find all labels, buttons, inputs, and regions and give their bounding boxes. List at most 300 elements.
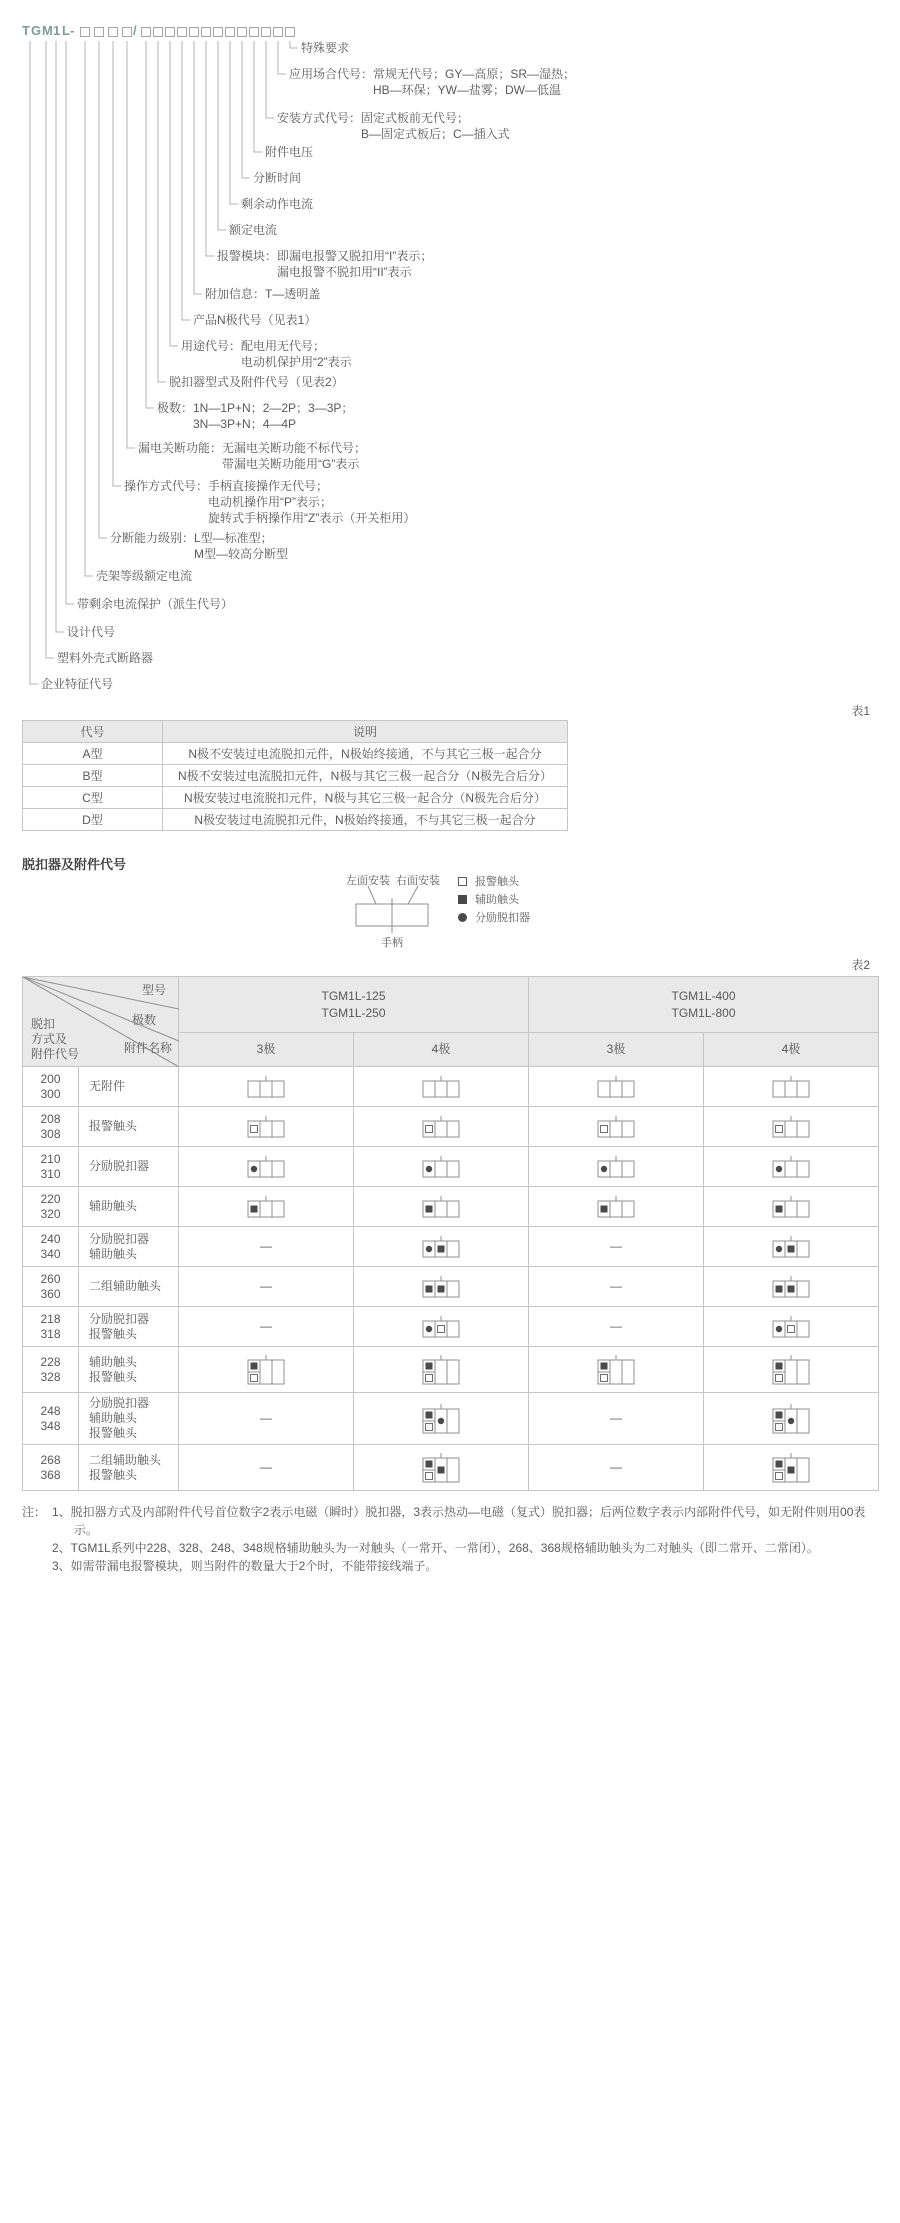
trip-accessory-code: 218 (40, 1311, 61, 1326)
callout-connector-line (230, 41, 238, 204)
breaker-accessory-icon (244, 1074, 288, 1100)
shunt-release-symbol (438, 1417, 444, 1423)
alarm-contact-symbol (776, 1374, 783, 1381)
model-code-box (201, 27, 211, 37)
table2-data-cell (179, 1067, 354, 1107)
table1 (22, 720, 568, 831)
table2-data-cell (179, 1445, 354, 1491)
auxiliary-contact-symbol (438, 1285, 445, 1292)
auxiliary-contact-symbol (788, 1285, 795, 1292)
table2-data-cell (704, 1307, 879, 1347)
accessory-name-line: 二组辅助触头 (89, 1452, 162, 1467)
trip-accessory-code: 228 (40, 1354, 61, 1369)
auxiliary-contact-symbol (776, 1285, 783, 1292)
shunt-release-symbol (426, 1325, 432, 1331)
callout-label-line: 剩余动作电流 (241, 197, 314, 211)
accessory-name-line: 报警触头 (89, 1119, 138, 1133)
model-code-box (213, 27, 223, 37)
section-title: 脱扣器及附件代号 (22, 857, 127, 872)
table2-data-cell (704, 1347, 879, 1393)
trip-accessory-code: 308 (40, 1126, 61, 1141)
trip-accessory-code: 208 (40, 1111, 61, 1126)
trip-accessory-code: 348 (40, 1418, 61, 1433)
breaker-accessory-icon (769, 1114, 813, 1140)
table2-data-cell (354, 1347, 529, 1393)
dash-text: — (610, 1411, 622, 1425)
table2-code-cell (23, 1393, 79, 1445)
table2-code-cell (23, 1347, 79, 1393)
model-code-box (94, 27, 104, 37)
auxiliary-contact-symbol (438, 1245, 445, 1252)
shunt-release-symbol (251, 1165, 257, 1171)
breaker-accessory-icon (419, 1353, 463, 1387)
callout-label-line: 安装方式代号：固定式板前无代号； (277, 111, 470, 125)
trip-accessory-code: 320 (40, 1206, 61, 1221)
trip-accessory-code: 310 (40, 1166, 61, 1181)
trip-accessory-code: 260 (40, 1271, 61, 1286)
note-item: 1、脱扣器方式及内部附件代号首位数字2表示电磁（瞬时）脱扣器，3表示热动—电磁（复式）脱扣器；后两位数字表示内部附件代号，如无附件则用00表示。 (52, 1505, 866, 1537)
callout-connector-line (194, 41, 202, 294)
table2-data-cell (354, 1107, 529, 1147)
auxiliary-contact-symbol (776, 1205, 783, 1212)
callout-connector-line (30, 41, 38, 684)
callout-connector-line (206, 41, 214, 256)
model-code (0, 24, 900, 42)
model-code-box (225, 27, 235, 37)
model-code-separator: - (70, 23, 76, 38)
table2-data-cell (354, 1067, 529, 1107)
callout-connector-line (254, 41, 262, 152)
model-name: TGM1L-800 (671, 1005, 736, 1020)
table2-data-cell (354, 1393, 529, 1445)
trip-accessory-code: 318 (40, 1326, 61, 1341)
table2-code-cell (23, 1067, 79, 1107)
table2-model-group-header (179, 977, 529, 1033)
model-name: TGM1L-125 (321, 988, 386, 1003)
corner-poles-label: 极数 (131, 1013, 156, 1027)
breaker-accessory-icon (244, 1353, 288, 1387)
callout-label (205, 286, 320, 302)
callout-label-line: B—固定式板后；C—插入式 (361, 127, 510, 141)
accessory-name-line: 报警触头 (89, 1326, 138, 1341)
callout-label-line: 电动机保护用“2”表示 (241, 355, 352, 369)
table2-accessory-name-cell (79, 1187, 179, 1227)
auxiliary-contact-symbol (788, 1466, 795, 1473)
legend-item (458, 890, 530, 908)
legend-label: 辅助触头 (475, 894, 519, 906)
table1-desc: N极不安装过电流脱扣元件，N极始终接通，不与其它三极一起合分 (163, 743, 568, 765)
dash-text: — (610, 1239, 622, 1253)
breaker-accessory-icon (769, 1353, 813, 1387)
table1-code: B型 (23, 765, 163, 787)
model-code-box (80, 27, 90, 37)
auxiliary-contact-symbol (458, 895, 467, 904)
alarm-contact-symbol (426, 1374, 433, 1381)
breaker-accessory-icon (769, 1451, 813, 1485)
breaker-accessory-icon (419, 1074, 463, 1100)
callout-label-line: 操作方式代号：手柄直接操作无代号； (124, 479, 329, 493)
breaker-accessory-icon (594, 1353, 638, 1387)
breaker-accessory-icon (419, 1194, 463, 1220)
table2-data-cell (354, 1307, 529, 1347)
callout-connector-line (170, 41, 178, 346)
trip-accessory-code: 360 (40, 1286, 61, 1301)
model-code-char: TG (22, 23, 43, 38)
notes (22, 1503, 878, 1575)
callout-label-line: 塑料外壳式断路器 (57, 651, 154, 665)
pole-count-label: 3极 (606, 1042, 626, 1056)
callout-label (301, 40, 349, 56)
table2-accessory-name-cell (79, 1147, 179, 1187)
callout-connector-line (56, 41, 64, 632)
alarm-contact-symbol (426, 1423, 433, 1430)
table2-data-cell (529, 1227, 704, 1267)
table-row (23, 787, 568, 809)
callout-label (96, 568, 192, 584)
trip-accessory-code: 220 (40, 1191, 61, 1206)
callout-label (229, 222, 277, 238)
callout-label-line: 带漏电关断功能用“G”表示 (222, 457, 360, 471)
table2-data-cell (179, 1307, 354, 1347)
callout-label-line: 附加信息：T—透明盖 (205, 287, 321, 301)
shunt-release-symbol (601, 1165, 607, 1171)
accessory-name-line: 分励脱扣器 (89, 1311, 150, 1326)
auxiliary-contact-symbol (776, 1411, 783, 1418)
accessory-name-line: 分励脱扣器 (89, 1396, 150, 1410)
trip-accessory-code: 368 (40, 1467, 61, 1482)
callout-label (181, 338, 352, 370)
callout-label (67, 624, 115, 640)
callout-connector-line (66, 41, 74, 604)
callout-label-line: 漏电关断功能：无漏电关断功能不标代号； (138, 441, 367, 455)
table2-data-cell (354, 1445, 529, 1491)
table2-code-cell (23, 1187, 79, 1227)
breaker-accessory-icon (594, 1074, 638, 1100)
trip-accessory-code: 240 (40, 1231, 61, 1246)
alarm-contact-symbol (426, 1125, 433, 1132)
alarm-contact-symbol (776, 1472, 783, 1479)
callout-label-line: 额定电流 (229, 223, 278, 237)
callout-label (241, 196, 313, 212)
accessory-name-line: 辅助触头 (89, 1246, 138, 1261)
callout-connector-line (85, 41, 93, 576)
shunt-release-symbol (458, 913, 467, 922)
model-code-diagram (0, 0, 900, 710)
trip-accessory-code: 268 (40, 1452, 61, 1467)
breaker-accessory-icon (769, 1274, 813, 1300)
table2-data-cell (179, 1107, 354, 1147)
table1-desc: N极安装过电流脱扣元件，N极始终接通，不与其它三极一起合分 (163, 809, 568, 831)
auxiliary-contact-symbol (426, 1460, 433, 1467)
table1-code: D型 (23, 809, 163, 831)
callout-connector-line (242, 41, 250, 178)
alarm-contact-symbol (601, 1374, 608, 1381)
accessory-name-line: 分励脱扣器 (89, 1231, 150, 1246)
table2-accessory-name-cell (79, 1067, 179, 1107)
corner-accessory-label: 附件名称 (123, 1041, 172, 1055)
auxiliary-contact-symbol (426, 1285, 433, 1292)
callout-label (277, 110, 510, 142)
accessory-name-line: 辅助触头 (89, 1411, 138, 1425)
table-row (23, 765, 568, 787)
table2-data-cell (529, 1307, 704, 1347)
callout-label (217, 248, 432, 280)
dash-text: — (260, 1319, 272, 1333)
table2-data-cell (179, 1347, 354, 1393)
table1-desc: N极安装过电流脱扣元件，N极与其它三极一起合分（N极先合后分） (163, 787, 568, 809)
callout-label (193, 312, 316, 328)
breaker-accessory-icon (419, 1402, 463, 1436)
model-code-box (108, 27, 118, 37)
trip-accessory-code: 328 (40, 1369, 61, 1384)
accessory-name-line: 辅助触头 (89, 1354, 138, 1369)
alarm-contact-symbol (438, 1325, 445, 1332)
trip-accessory-code: 200 (40, 1071, 61, 1086)
callout-label-line: 极数：1N—1P+N；2—2P；3—3P； (157, 401, 354, 415)
alarm-contact-symbol (601, 1125, 608, 1132)
callout-label (265, 144, 313, 160)
auxiliary-contact-symbol (776, 1362, 783, 1369)
trip-accessory-code: 248 (40, 1403, 61, 1418)
notes-items (52, 1503, 878, 1575)
callout-label (138, 440, 366, 472)
corner-code-label-line: 脱扣 (31, 1017, 56, 1031)
model-code-box (249, 27, 259, 37)
table2-data-cell (179, 1393, 354, 1445)
model-code-box (122, 27, 132, 37)
breaker-accessory-icon (769, 1314, 813, 1340)
callout-label-line: 3N—3P+N；4—4P (193, 417, 297, 431)
shunt-release-symbol (776, 1165, 782, 1171)
table2-data-cell (704, 1147, 879, 1187)
table2-accessory-name-cell (79, 1107, 179, 1147)
table2-data-cell (354, 1267, 529, 1307)
breaker-accessory-icon (419, 1154, 463, 1180)
accessory-name-line: 分励脱扣器 (89, 1159, 150, 1173)
table2-code-cell (23, 1445, 79, 1491)
table2-code-cell (23, 1147, 79, 1187)
callout-label-line: 产品N极代号（见表1） (193, 313, 317, 327)
corner-code-label-line: 附件代号 (31, 1047, 80, 1061)
table2-model-group-header (529, 977, 879, 1033)
table-row (23, 743, 568, 765)
breaker-accessory-icon (594, 1114, 638, 1140)
accessory-name-line: 报警触头 (89, 1426, 138, 1440)
table2-code-cell (23, 1267, 79, 1307)
dash-text: — (610, 1319, 622, 1333)
model-name: TGM1L-250 (321, 1005, 386, 1020)
table2-accessory-name-cell (79, 1445, 179, 1491)
accessory-name-line: 二组辅助触头 (89, 1279, 162, 1293)
table2-data-cell (704, 1445, 879, 1491)
corner-model-label: 型号 (141, 983, 166, 997)
table2-data-cell (354, 1187, 529, 1227)
table2-data-cell (704, 1107, 879, 1147)
table2-accessory-name-cell (79, 1227, 179, 1267)
table1-desc: N极不安装过电流脱扣元件，N极与其它三极一起合分（N极先合后分） (163, 765, 568, 787)
table2-pole-header (704, 1033, 879, 1067)
table1-header-desc: 说明 (163, 721, 568, 743)
legend-label: 分励脱扣器 (475, 912, 530, 924)
dash-text: — (260, 1460, 272, 1474)
callout-label (169, 374, 344, 390)
table2-data-cell (179, 1187, 354, 1227)
legend-item (458, 872, 530, 890)
table2-data-cell (704, 1227, 879, 1267)
table2-data-cell (529, 1187, 704, 1227)
callout-label-line: 设计代号 (67, 625, 116, 639)
table2-data-cell (529, 1267, 704, 1307)
model-name: TGM1L-400 (671, 988, 736, 1003)
auxiliary-contact-symbol (426, 1205, 433, 1212)
table2-corner-cell (23, 977, 179, 1067)
dash-text: — (260, 1279, 272, 1293)
callout-connector-line (158, 41, 166, 382)
accessory-name-line: 报警触头 (89, 1369, 138, 1384)
model-code-char: 1 (53, 23, 62, 38)
callout-connector-line (182, 41, 190, 320)
callout-label (253, 170, 301, 186)
left-mount-label: 左面安装 (346, 875, 390, 887)
breaker-accessory-icon (769, 1194, 813, 1220)
auxiliary-contact-symbol (426, 1362, 433, 1369)
callout-label-line: 应用场合代号：常规无代号；GY—高原；SR—湿热； (289, 67, 576, 81)
table2-data-cell (704, 1267, 879, 1307)
model-code-box (153, 27, 163, 37)
table2-pole-header (529, 1033, 704, 1067)
callout-connector-line (146, 41, 154, 408)
accessory-name-line: 辅助触头 (89, 1199, 138, 1213)
table1-code: C型 (23, 787, 163, 809)
note-item: 3、如需带漏电报警模块，则当附件的数量大于2个时，不能带接线端子。 (52, 1559, 438, 1573)
callout-label (57, 650, 153, 666)
auxiliary-contact-symbol (251, 1205, 258, 1212)
callout-label (77, 596, 233, 612)
callout-label-line: 电动机操作用“P”表示； (208, 495, 332, 509)
callout-label-line: 企业特征代号 (41, 677, 114, 691)
shunt-release-symbol (426, 1165, 432, 1171)
shunt-release-symbol (426, 1245, 432, 1251)
breaker-accessory-icon (419, 1274, 463, 1300)
table1-tag: 表1 (851, 704, 870, 718)
trip-accessory-code: 340 (40, 1246, 61, 1261)
trip-accessory-code: 300 (40, 1086, 61, 1101)
callout-label-line: 分断能力级别：L型—标准型； (110, 531, 273, 545)
auxiliary-contact-symbol (438, 1466, 445, 1473)
alarm-contact-symbol (788, 1325, 795, 1332)
alarm-contact-symbol (251, 1374, 258, 1381)
table2-data-cell (179, 1147, 354, 1187)
callout-connector-line (127, 41, 135, 448)
callout-label-line: 旋转式手柄操作用“Z”表示（开关柜用） (208, 511, 416, 525)
breaker-accessory-icon (594, 1154, 638, 1180)
pole-count-label: 4极 (781, 1042, 801, 1056)
breaker-accessory-icon (244, 1154, 288, 1180)
notes-prefix: 注： (22, 1505, 47, 1519)
callout-label-line: M型—较高分断型 (194, 547, 288, 561)
table2-accessory-name-cell (79, 1267, 179, 1307)
auxiliary-contact-symbol (426, 1411, 433, 1418)
legend-label: 报警触头 (475, 876, 519, 888)
model-code-box (285, 27, 295, 37)
table2 (22, 976, 879, 1491)
table2-pole-header (354, 1033, 529, 1067)
callout-label (110, 530, 288, 562)
table2-data-cell (179, 1227, 354, 1267)
handle-label: 手柄 (381, 937, 403, 949)
table2-data-cell (529, 1067, 704, 1107)
table2-data-cell (704, 1393, 879, 1445)
alarm-contact-symbol (426, 1472, 433, 1479)
callout-connector-line (99, 41, 107, 538)
callout-connector-line (46, 41, 54, 658)
model-code-box (237, 27, 247, 37)
callout-label-line: 脱扣器型式及附件代号（见表2） (169, 375, 344, 389)
table2-data-cell (529, 1107, 704, 1147)
breaker-accessory-icon (769, 1154, 813, 1180)
callout-label-line: 特殊要求 (301, 41, 350, 55)
table2-code-cell (23, 1107, 79, 1147)
table-row (23, 809, 568, 831)
callout-label-line: HB—环保；YW—盐雾；DW—低温 (373, 83, 561, 97)
callout-connector-line (218, 41, 226, 230)
model-code-box (141, 27, 151, 37)
callout-label-line: 分断时间 (253, 171, 302, 185)
auxiliary-contact-symbol (601, 1362, 608, 1369)
model-code-box (273, 27, 283, 37)
pole-count-label: 3极 (256, 1042, 276, 1056)
table2-data-cell (529, 1445, 704, 1491)
alarm-contact-symbol (251, 1125, 258, 1132)
table2-accessory-name-cell (79, 1347, 179, 1393)
breaker-accessory-icon (419, 1114, 463, 1140)
breaker-accessory-icon (244, 1114, 288, 1140)
breaker-accessory-icon (419, 1234, 463, 1260)
table1-header-code: 代号 (23, 721, 163, 743)
table2-data-cell (704, 1187, 879, 1227)
table2-data-cell (529, 1147, 704, 1187)
model-code-separator: / (133, 23, 138, 38)
shunt-release-symbol (776, 1325, 782, 1331)
model-code-box (261, 27, 271, 37)
table2-data-cell (704, 1067, 879, 1107)
breaker-accessory-icon (769, 1234, 813, 1260)
dash-text: — (260, 1239, 272, 1253)
callout-label-line: 漏电报警不脱扣用“II”表示 (277, 265, 412, 279)
model-code-char: M (42, 23, 54, 38)
table2-tag: 表2 (851, 958, 870, 972)
table2-data-cell (529, 1347, 704, 1393)
alarm-contact-symbol (776, 1125, 783, 1132)
table1-header-row (23, 721, 568, 743)
callout-label-line: 带剩余电流保护（派生代号） (77, 597, 234, 611)
table2-pole-header (179, 1033, 354, 1067)
alarm-contact-symbol (458, 877, 467, 886)
breaker-accessory-icon (769, 1402, 813, 1436)
table2-code-cell (23, 1307, 79, 1347)
alarm-contact-symbol (776, 1423, 783, 1430)
breaker-accessory-icon (594, 1194, 638, 1220)
callout-label (41, 676, 113, 692)
table2-data-cell (354, 1147, 529, 1187)
dash-text: — (260, 1411, 272, 1425)
callout-connector-line (290, 41, 298, 48)
callout-connector-line (278, 41, 286, 74)
model-code-char: L (62, 23, 71, 38)
auxiliary-contact-symbol (776, 1460, 783, 1467)
corner-code-label-line: 方式及 (31, 1032, 68, 1046)
table2-accessory-name-cell (79, 1307, 179, 1347)
